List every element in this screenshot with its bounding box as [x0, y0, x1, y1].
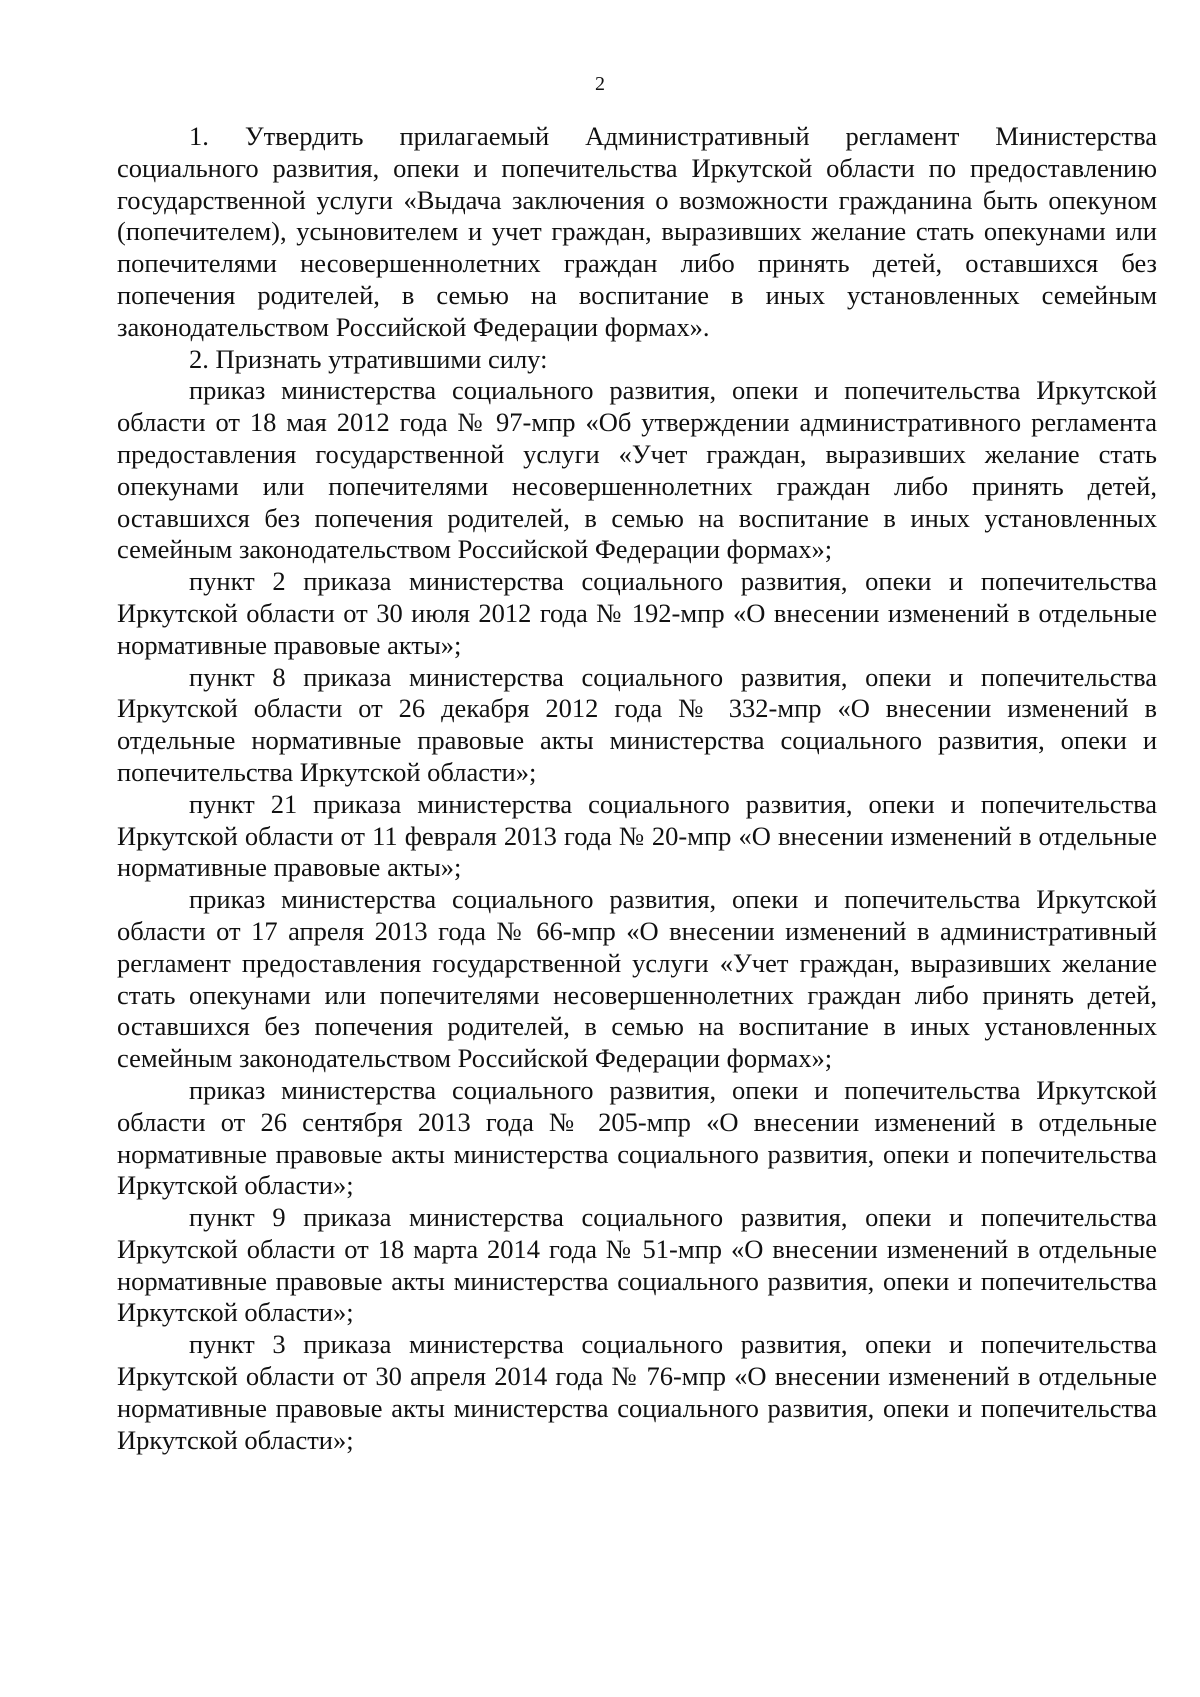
document-body — [117, 121, 1157, 1456]
paragraph-order-192: пункт 2 приказа министерства социального развития, опеки и попечительства Иркутской области от 30 июля 2012 года № 192-мпр «О внесении изменений в отдельные нормативные правовые акты»; — [117, 566, 1157, 660]
paragraph-order-76: пункт 3 приказа министерства социального развития, опеки и попечительства Иркутской области от 30 апреля 2014 года № 76-мпр «О внесении изменений в отдельные нормативные правовые акты министерства социального развития, опеки и попечительства Иркутской области»; — [117, 1329, 1157, 1455]
paragraph-order-20: пункт 21 приказа министерства социального развития, опеки и попечительства Иркутской области от 11 февраля 2013 года № 20-мпр «О внесении изменений в отдельные нормативные правовые акты»; — [117, 788, 1157, 883]
paragraph-order-332: пункт 8 приказа министерства социального развития, опеки и попечительства Иркутской области от 26 декабря 2012 года № 332-мпр «О внесении изменений в отдельные нормативные правовые акты министерства социального развития, опеки и попечительства Иркутской области»; — [117, 661, 1157, 787]
page-number: 2 — [595, 73, 605, 95]
paragraph-order-66: приказ министерства социального развития, опеки и попечительства Иркутской области от 17 апреля 2013 года № 66-мпр «О внесении изменений в административный регламент предоставления государственной услуги «Учет граждан, выразивших желание стать опекунами или попечителями несовершеннолетних граждан либо принять детей, оставшихся без попечения родителей, в семью на воспитание в иных установленных семейным законодательством Российской Федерации формах»; — [117, 884, 1157, 1074]
paragraph-repeal-heading: 2. Признать утратившими силу: — [189, 343, 548, 374]
paragraph-order-97: приказ министерства социального развития, опеки и попечительства Иркутской области от 18 мая 2012 года № 97-мпр «Об утверждении административного регламента предоставления государственной услуги «Учет граждан, выразивших желание стать опекунами или попечителями несовершеннолетних граждан либо принять детей, оставшихся без попечения родителей, в семью на воспитание в иных установленных семейным законодательством Российской Федерации формах»; — [117, 375, 1157, 565]
paragraph-approve-regulation: 1. Утвердить прилагаемый Административный регламент Министерства социального развития, опеки и попечительства Иркутской области по предоставлению государственной услуги «Выдача заключения о возможности гражданина быть опекуном (попечителем), усыновителем и учет граждан, выразивших желание стать опекунами или попечителями несовершеннолетних граждан либо принять детей, оставшихся без попечения родителей, в семью на воспитание в иных установленных семейным законодательством Российской Федерации формах». — [117, 121, 1157, 342]
paragraph-order-205: приказ министерства социального развития, опеки и попечительства Иркутской области от 26 сентября 2013 года № 205-мпр «О внесении изменений в отдельные нормативные правовые акты министерства социального развития, опеки и попечительства Иркутской области»; — [117, 1074, 1157, 1201]
paragraph-order-51: пункт 9 приказа министерства социального развития, опеки и попечительства Иркутской области от 18 марта 2014 года № 51-мпр «О внесении изменений в отдельные нормативные правовые акты министерства социального развития, опеки и попечительства Иркутской области»; — [117, 1202, 1157, 1328]
